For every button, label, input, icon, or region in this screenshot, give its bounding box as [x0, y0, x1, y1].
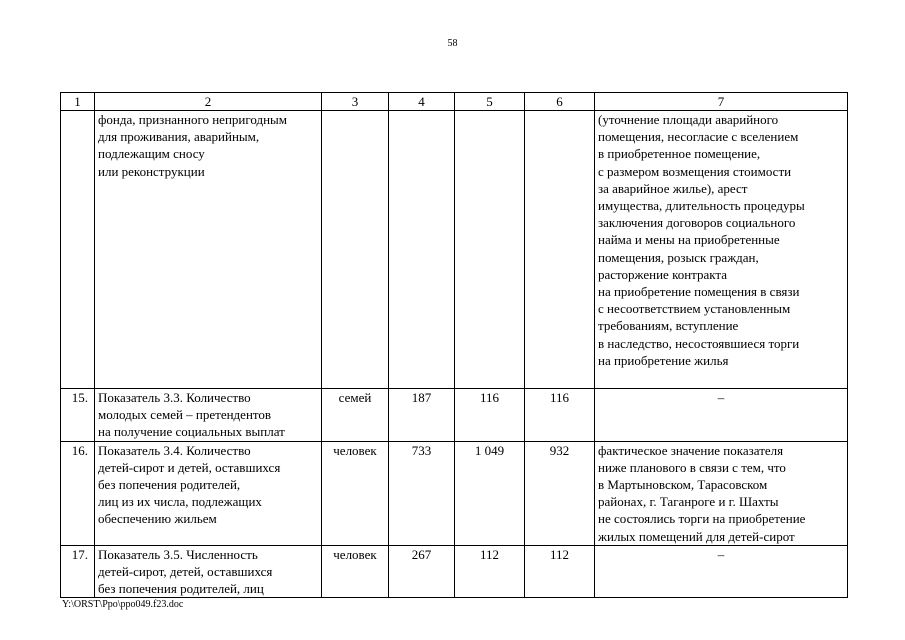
- note-line: с несоответствием установленным: [598, 301, 791, 317]
- indicator-cell: [95, 545, 322, 598]
- indicator-line: для проживания, аварийным,: [98, 129, 260, 145]
- note-cell: [595, 111, 848, 389]
- value-cell: 112: [525, 545, 595, 598]
- indicator-line: молодых семей – претендентов: [98, 407, 272, 423]
- note-line: районах, г. Таганроге и г. Шахты: [598, 494, 779, 510]
- value-cell: 112: [455, 545, 525, 598]
- note-line: не состоялись торги на приобретение: [598, 511, 806, 527]
- note-cell: [595, 441, 848, 545]
- indicator-line: фонда, признанного непригодным: [98, 112, 288, 127]
- value-cell: 1 049: [455, 441, 525, 545]
- note-line: ниже планового в связи с тем, что: [598, 459, 786, 475]
- note-line: фактическое значение показателя: [598, 442, 784, 458]
- indicator-line: Показатель 3.4. Количество: [98, 442, 251, 458]
- indicator-line: или реконструкции: [98, 163, 205, 179]
- note-line: на приобретение помещения в связи: [598, 284, 800, 300]
- note-line: с размером возмещения стоимости: [598, 163, 792, 179]
- indicator-line: подлежащим сносу: [98, 146, 205, 162]
- unit-cell: [322, 111, 389, 389]
- table-row: [61, 545, 848, 598]
- indicator-line: обеспечению жильем: [98, 511, 217, 527]
- header-cell: 2: [95, 93, 322, 111]
- value-cell: 733: [389, 441, 455, 545]
- value-cell: 267: [389, 545, 455, 598]
- value-cell: 932: [525, 441, 595, 545]
- note-line: найма и мены на приобретенные: [598, 232, 780, 248]
- unit-cell: семей: [322, 389, 389, 442]
- indicator-line: Показатель 3.3. Количество: [98, 390, 251, 405]
- header-cell: 1: [61, 93, 95, 111]
- note-line: жилых помещений для детей-сирот: [598, 528, 795, 544]
- indicator-line: на получение социальных выплат: [98, 424, 285, 440]
- row-number: [61, 111, 95, 389]
- indicator-cell: [95, 389, 322, 442]
- table-row: [61, 441, 848, 545]
- note-line: (уточнение площади аварийного: [598, 112, 779, 127]
- header-cell: 6: [525, 93, 595, 111]
- unit-cell: человек: [322, 545, 389, 598]
- indicator-line: детей-сирот, детей, оставшихся: [98, 564, 273, 580]
- note-line: расторжение контракта: [598, 266, 728, 282]
- report-table: [60, 92, 848, 598]
- value-cell: [525, 111, 595, 389]
- header-cell: 3: [322, 93, 389, 111]
- row-number: 17.: [61, 545, 95, 598]
- indicator-line: Показатель 3.5. Численность: [98, 546, 258, 562]
- value-cell: 116: [525, 389, 595, 442]
- header-cell: 5: [455, 93, 525, 111]
- indicator-line: лиц из их числа, подлежащих: [98, 494, 262, 510]
- note-cell: –: [595, 545, 848, 598]
- unit-cell: человек: [322, 441, 389, 545]
- indicator-line: детей-сирот и детей, оставшихся: [98, 459, 281, 475]
- note-cell: –: [595, 389, 848, 442]
- indicator-cell: [95, 441, 322, 545]
- indicator-cell: [95, 111, 322, 389]
- note-line: на приобретение жилья: [598, 352, 729, 368]
- page-number: 58: [447, 38, 458, 49]
- note-line: заключения договоров социального: [598, 215, 796, 231]
- header-cell: 7: [595, 93, 848, 111]
- indicator-line: без попечения родителей, лиц: [98, 581, 264, 597]
- note-line: имущества, длительность процедуры: [598, 198, 805, 214]
- table-row: [61, 389, 848, 442]
- note-line: в наследство, несостоявшиеся торги: [598, 335, 800, 351]
- row-number: 15.: [61, 389, 95, 442]
- value-cell: 116: [455, 389, 525, 442]
- value-cell: 187: [389, 389, 455, 442]
- value-cell: [389, 111, 455, 389]
- value-cell: [455, 111, 525, 389]
- note-line: помещения, розыск граждан,: [598, 249, 759, 265]
- note-line: помещения, несогласие с вселением: [598, 129, 799, 145]
- note-line: в приобретенное помещение,: [598, 146, 761, 162]
- note-line: в Мартыновском, Тарасовском: [598, 477, 768, 493]
- table-header-row: [61, 93, 848, 111]
- indicator-line: без попечения родителей,: [98, 477, 241, 493]
- note-line: требованиям, вступление: [598, 318, 739, 334]
- table-row: [61, 111, 848, 389]
- header-cell: 4: [389, 93, 455, 111]
- note-line: за аварийное жилье), арест: [598, 180, 748, 196]
- file-path-footer: Y:\ORST\Ppo\ppo049.f23.doc: [62, 599, 184, 610]
- row-number: 16.: [61, 441, 95, 545]
